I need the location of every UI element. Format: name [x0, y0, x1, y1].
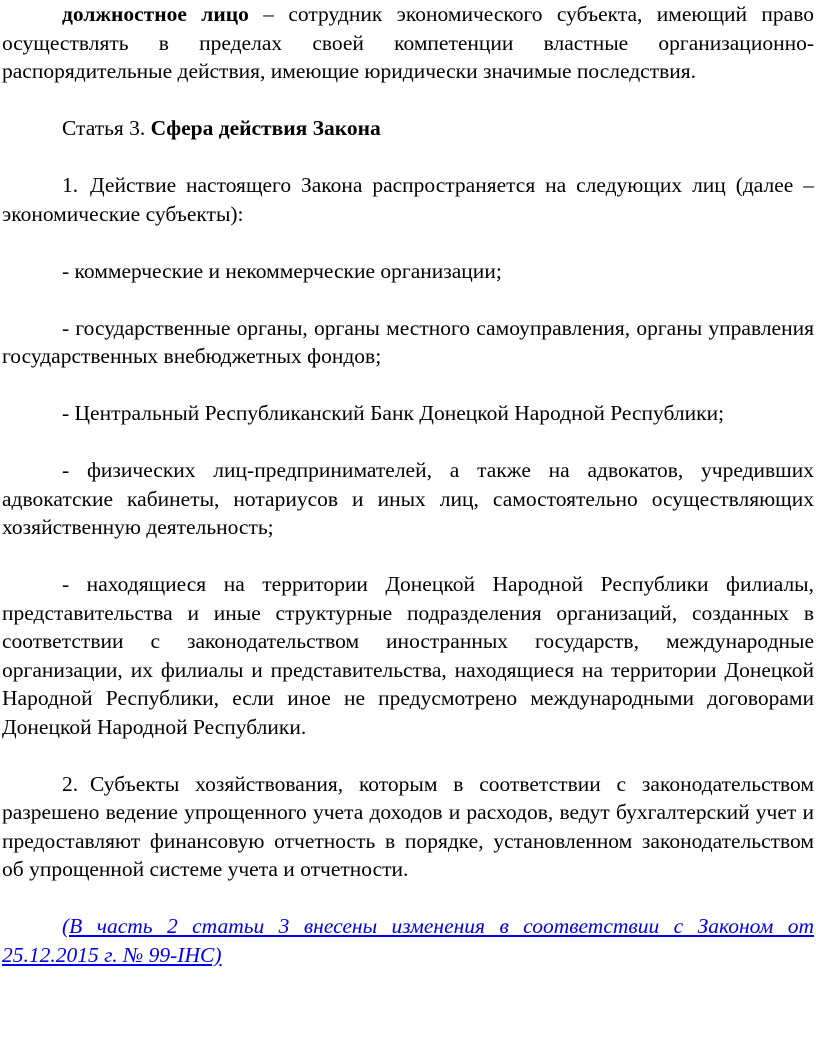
amendment-note [2, 912, 814, 969]
part-1-text: Действие настоящего Закона распространяется на следующих лиц (далее – экономические субъекты): [2, 173, 814, 226]
part-1-paragraph [2, 171, 814, 228]
definition-paragraph [2, 0, 814, 86]
part-1-number: 1. [62, 173, 79, 197]
list-item: - Центральный Республиканский Банк Донецкой Народной Республики; [62, 401, 725, 425]
part-2-text: Субъекты хозяйствования, которым в соответствии с законодательством разрешено ведение упрощенного учета доходов и расходов, ведут бухгалтерский учет и предоставляют финансовую отчетность в порядке, установленном законодательством об упрощенной системе учета и отчетности. [2, 771, 814, 881]
article-heading [2, 114, 814, 143]
definition-text: – сотрудник экономического субъекта, имеющий право осуществлять в пределах своей компетенции властные организационно-распорядительные действия, имеющие юридически значимые последствия. [2, 2, 814, 83]
list-item: - находящиеся на территории Донецкой Народной Республики филиалы, представительства и иные структурные подразделения организаций, созданных в соответствии с законодательством иностранных государств, международные организации, их филиалы и представительства, находящиеся на территории Донецкой Народной Республики, если иное не предусмотрено международными договорами Донецкой Народной Республики. [2, 572, 814, 739]
definition-term: должностное лицо [62, 2, 249, 26]
list-item: - коммерческие и некоммерческие организации; [62, 258, 502, 283]
article-title: Сфера действия Закона [150, 116, 381, 140]
part-2-number: 2. [62, 771, 79, 796]
list-item: - физических лиц-предпринимателей, а также на адвокатов, учредивших адвокатские кабинеты, нотариусов и иных лиц, самостоятельно осуществляющих хозяйственную деятельность; [2, 458, 814, 539]
part-2-paragraph [2, 770, 814, 884]
amendment-link[interactable]: (В часть 2 статьи 3 внесены изменения в соответствии с Законом от 25.12.2015 г. № 99-IНС) [2, 914, 814, 967]
list-item: - государственные органы, органы местного самоуправления, органы управления государственных внебюджетных фондов; [2, 315, 814, 368]
article-prefix: Статья 3. [62, 116, 151, 140]
